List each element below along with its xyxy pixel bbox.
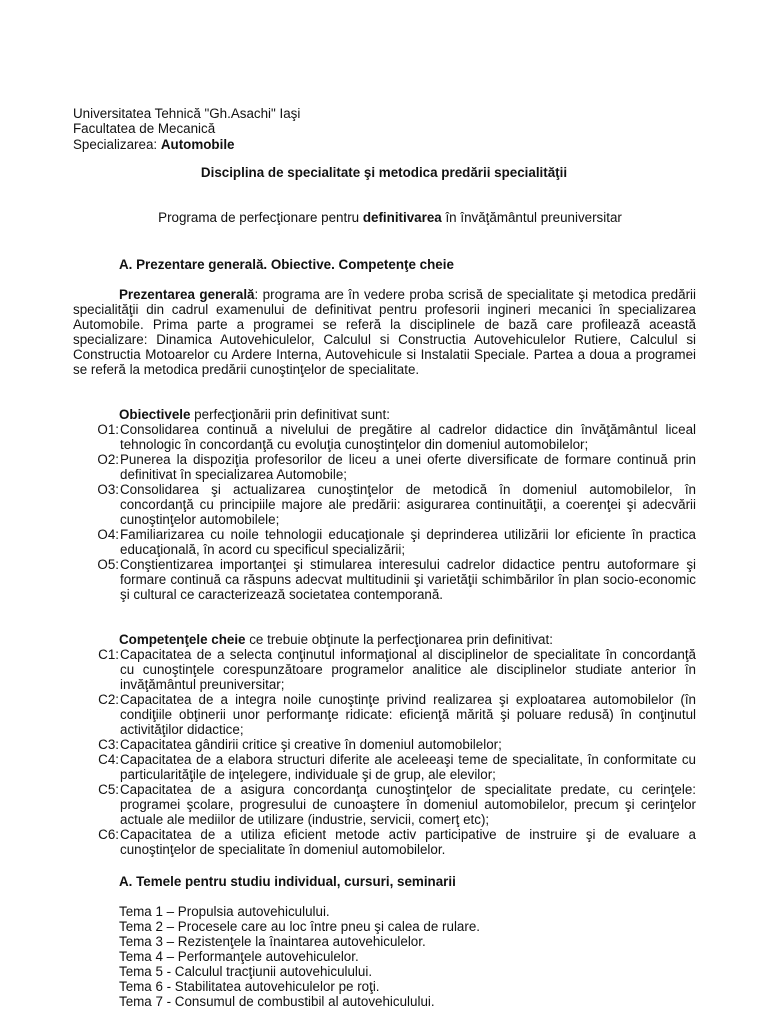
competence-label: C5: — [98, 782, 119, 797]
topic-item: Tema 7 - Consumul de combustibil al autovehiculului. — [119, 994, 435, 1009]
objectives-text: perfecţionării prin definitivat sunt: — [190, 407, 390, 422]
competences-text: ce trebuie obţinute la perfecţionarea prin definitivat: — [245, 632, 553, 647]
competence-item — [73, 827, 696, 857]
topics-list — [119, 904, 480, 1009]
section-heading-a: A. Prezentare generală. Obiective. Competenţe cheie — [119, 257, 454, 272]
competence-text: Capacitatea de a selecta conţinutul informaţional al disciplinelor de specialitate în concordanţă cu cunoştinţele corespunzătoare programelor analitice ale disciplinelor studiate anterior în invăţământul preuniversitar; — [120, 647, 696, 692]
objective-label: O3: — [97, 482, 119, 497]
topic-item: Tema 2 – Procesele care au loc între pneu şi calea de rulare. — [119, 919, 481, 934]
competence-item — [73, 692, 696, 737]
competence-label: C6: — [98, 827, 119, 842]
competences-bold: Competenţele cheie — [119, 632, 246, 647]
objective-text: Punerea la dispoziţia profesorilor de liceu a unei oferte diversificate de formare continuă prin definitivat în specializarea Automobile; — [120, 452, 696, 482]
topic-item: Tema 6 - Stabilitatea autovehiculelor pe roţi. — [119, 979, 380, 994]
competence-text: Capacitatea de a elabora structuri diferite ale aceleeaşi teme de specialitate, în conformitate cu particularităţile de inţelegere, individuale şi de grup, ale elevilor; — [120, 752, 696, 782]
document-subtitle — [6, 210, 768, 225]
objective-item — [73, 527, 696, 557]
objectives-heading — [119, 407, 390, 422]
intro-text: : programa are în vedere proba scrisă de specialitate şi metodica predării specialităţii din cadrul examenului de definitivat pentru profesorii ingineri mecanici în specializarea Automobile. Prima parte a programei se referă la disciplinele de bază care profilează această specializare: Dinamica Autovehiculelor, Calculul si Constructia Autovehiculelor Rutiere, Calculul si Constructia Motoarelor cu Ardere Interna, Autovehicule si Instalatii Speciale. Partea a doua a programei se referă la metodica predării cunoştinţelor de specialitate. — [73, 287, 696, 377]
document-header — [73, 106, 300, 152]
objective-item — [73, 422, 696, 452]
objective-item — [73, 482, 696, 527]
objective-label: O5: — [97, 557, 119, 572]
document-title: Disciplina de specialitate şi metodica predării specialităţii — [200, 165, 568, 180]
specialization-line — [73, 137, 300, 152]
objective-item — [73, 557, 696, 602]
competence-item — [73, 737, 696, 752]
topic-item: Tema 5 - Calculul tracţiunii autovehiculului. — [119, 964, 373, 979]
competence-item — [73, 647, 696, 692]
objective-item — [73, 452, 696, 482]
objectives-list — [73, 422, 696, 602]
competence-text: Capacitatea de a integra noile cunoştinţe privind realizarea şi exploatarea automobilelor (în condiţiile obţinerii unor performanţe ridicate: eficienţă mărită şi poluare redusă) în conţinutul activităţilor didactice; — [120, 692, 696, 737]
section-heading-b: A. Temele pentru studiu individual, cursuri, seminarii — [119, 874, 456, 889]
competence-label: C2: — [98, 692, 119, 707]
competence-text: Capacitatea gândirii critice şi creative în domeniul automobilelor; — [120, 737, 502, 752]
objective-text: Consolidarea şi actualizarea cunoştinţelor de metodică în domeniul automobilelor, în concordanţă cu principiile majore ale predării: asigurarea continuităţii, a coerenţei şi adecvării cunoştinţelor automobilele; — [120, 482, 696, 527]
objective-text: Familiarizarea cu noile tehnologii educaţionale şi deprinderea utilizării lor eficiente în practica educaţională, în acord cu specificul specializării; — [120, 527, 696, 557]
competence-label: C4: — [98, 752, 119, 767]
intro-bold: Prezentarea generală — [119, 287, 255, 302]
competences-heading — [119, 632, 553, 647]
specialization-value: Automobile — [160, 136, 235, 152]
topic-item: Tema 3 – Rezistenţele la înaintarea autovehiculelor. — [119, 934, 426, 949]
subtitle-pre: Programa de perfecţionare pentru — [158, 210, 363, 225]
topic-item: Tema 4 – Performanţele autovehiculelor. — [119, 949, 359, 964]
competences-list — [73, 647, 696, 857]
university-name: Universitatea Tehnică "Gh.Asachi" Iaşi — [73, 106, 301, 121]
competence-label: C3: — [98, 737, 119, 752]
faculty-name: Facultatea de Mecanică — [73, 121, 216, 137]
intro-paragraph — [73, 287, 696, 377]
competence-text: Capacitatea de a utiliza eficient metode activ participative de instruire şi de evaluare a cunoştinţelor de specialitate în domeniul automobilelor. — [120, 827, 696, 857]
specialization-label: Specializarea: — [73, 136, 161, 152]
objective-label: O1: — [97, 422, 119, 437]
competence-item — [73, 752, 696, 782]
competence-item — [73, 782, 696, 827]
objective-label: O2: — [97, 452, 119, 467]
competence-text: Capacitatea de a asigura concordanţa cunoştinţelor de specialitate predate, cu cerinţele: programei şcolare, progresului de cunoaştere în domeniul automobilelor, precum şi cerinţelor actuale ale mediilor de utilizare (industrie, servicii, comerţ etc); — [120, 782, 696, 827]
competence-label: C1: — [98, 647, 119, 662]
objective-text: Conştientizarea importanţei şi stimularea interesului cadrelor didactice pentru autoformare şi formare continuă ca răspuns adecvat multitudinii şi varietăţii schimbărilor în plan socio-economic şi cultural ce caracterizează societatea contemporană. — [120, 557, 696, 602]
objectives-bold: Obiectivele — [119, 407, 191, 422]
subtitle-bold: definitivarea — [362, 210, 442, 225]
subtitle-post: în învăţământul preuniversitar — [441, 210, 622, 225]
objective-label: O4: — [97, 527, 119, 542]
objective-text: Consolidarea continuă a nivelului de pregătire al cadrelor didactice din învăţământul liceal tehnologic în concordanţă cu evoluţia cunoştinţelor din domeniul automobilelor; — [120, 422, 696, 452]
topic-item: Tema 1 – Propulsia autovehiculului. — [119, 904, 330, 919]
